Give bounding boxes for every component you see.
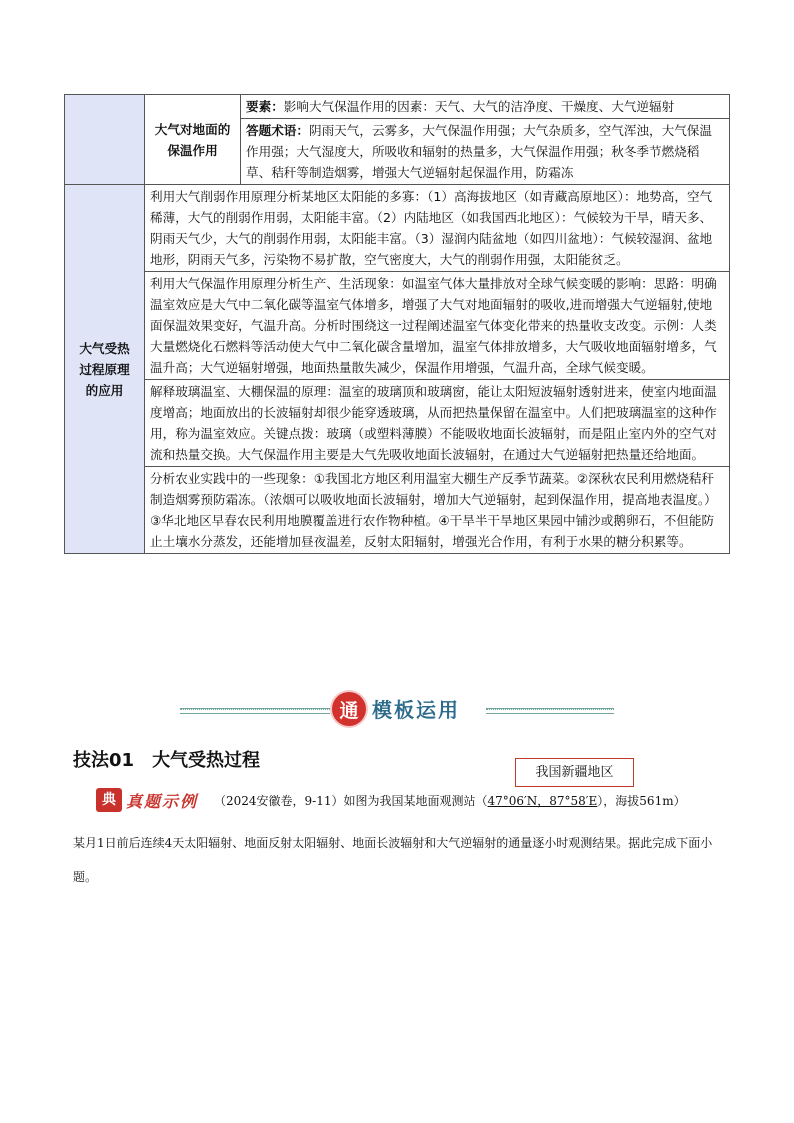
- category-cell: 大气受热过程原理的应用: [65, 185, 145, 554]
- terms-label: 答题术语：: [246, 123, 309, 138]
- subcategory-cell: 大气对地面的保温作用: [145, 95, 241, 185]
- table-row: [65, 272, 730, 380]
- terms-cell: [241, 119, 730, 185]
- table-row: [65, 185, 730, 272]
- category-cell-empty: [65, 95, 145, 185]
- section-banner: [180, 686, 614, 734]
- example-source-text: （2024安徽卷，9-11）如图为我国某地面观测站（: [214, 794, 488, 808]
- factors-cell: [241, 95, 730, 119]
- factors-label: 要素：: [246, 99, 284, 114]
- content-cell: 利用大气保温作用原理分析生产、生活现象：如温室气体大量排放对全球气候变暖的影响：思路：明确温室效应是大气中二氧化碳等温室气体增多，增强了大气对地面辐射的吸收,进而增强大气逆辐射,使地面保温效果变好，气温升高。分析时围绕这一过程阐述温室气体变化带来的热量收支改变。示例：人类大量燃烧化石燃料等活动使大气中二氧化碳含量增加，温室气体排放增多，大气吸收地面辐射增多，气温升高；大气逆辐射增强，地面热量散失减少，保温作用增强，气温升高，全球气候变暖。: [145, 272, 730, 380]
- banner-line-right: [486, 708, 614, 714]
- example-body: 某月1日前后连续4天太阳辐射、地面反射太阳辐射、地面长波辐射和大气逆辐射的通量逐小时观测结果。据此完成下面小题。: [73, 836, 713, 884]
- example-label: 真题示例: [126, 792, 199, 811]
- example-after: ），海拔561m）: [597, 794, 686, 808]
- content-cell: 分析农业实践中的一些现象：①我国北方地区利用温室大棚生产反季节蔬菜。②深秋农民利用燃烧秸秆制造烟雾预防霜冻。（浓烟可以吸收地面长波辐射，增加大气逆辐射，起到保温作用，提高地表温度。）③华北地区早春农民利用地膜覆盖进行农作物种植。④干旱半干旱地区果园中铺沙或鹅卵石，不但能防止土壤水分蒸发，还能增加昼夜温差，反射太阳辐射，增强光合作用，有利于水果的糖分积累等。: [145, 467, 730, 554]
- seal-icon: 通: [332, 692, 366, 726]
- example-coords: 47°06′N，87°58′E: [487, 794, 598, 808]
- table-row: [65, 380, 730, 467]
- table-row: [65, 467, 730, 554]
- example-source: [214, 792, 686, 809]
- knowledge-table: [64, 94, 730, 554]
- terms-text: 阴雨天气，云雾多，大气保温作用强；大气杂质多，空气浑浊，大气保温作用强；大气湿度大，所吸收和辐射的热量多，大气保温作用强；秋冬季节燃烧稻草、秸秆等制造烟雾，增强大气逆辐射起保温作用，防霜冻: [246, 123, 712, 180]
- skill-title: 大气受热过程: [152, 750, 261, 771]
- banner-title: 模板运用: [372, 698, 460, 722]
- skill-number: 技法01: [73, 750, 135, 771]
- region-label-box: 我国新疆地区: [515, 758, 634, 787]
- banner-line-left: [180, 708, 330, 714]
- table-row: [65, 95, 730, 119]
- content-cell: 解释玻璃温室、大棚保温的原理：温室的玻璃顶和玻璃窗，能让太阳短波辐射透射进来，使室内地面温度增高；地面放出的长波辐射却很少能穿透玻璃，从而把热量保留在温室中。人们把玻璃温室的这种作用，称为温室效应。关键点拨：玻璃（或塑料薄膜）不能吸收地面长波辐射，而是阻止室内外的空气对流和热量交换。大气保温作用主要是大气先吸收地面长波辐射，在通过大气逆辐射把热量还给地面。: [145, 380, 730, 467]
- factors-text: 影响大气保温作用的因素：天气、大气的洁净度、干燥度、大气逆辐射: [283, 99, 675, 114]
- content-cell: 利用大气削弱作用原理分析某地区太阳能的多寡：（1）高海拔地区（如青藏高原地区）：地势高，空气稀薄，大气的削弱作用弱，太阳能丰富。（2）内陆地区（如我国西北地区）：气候较为干旱，晴天多、阴雨天气少，大气的削弱作用弱，太阳能丰富。（3）湿润内陆盆地（如四川盆地）：气候较湿润、盆地地形，阴雨天气多，污染物不易扩散，空气密度大，大气的削弱作用强，太阳能贫乏。: [145, 185, 730, 272]
- skill-heading: [73, 746, 260, 772]
- example-badge-icon: 典: [96, 788, 122, 812]
